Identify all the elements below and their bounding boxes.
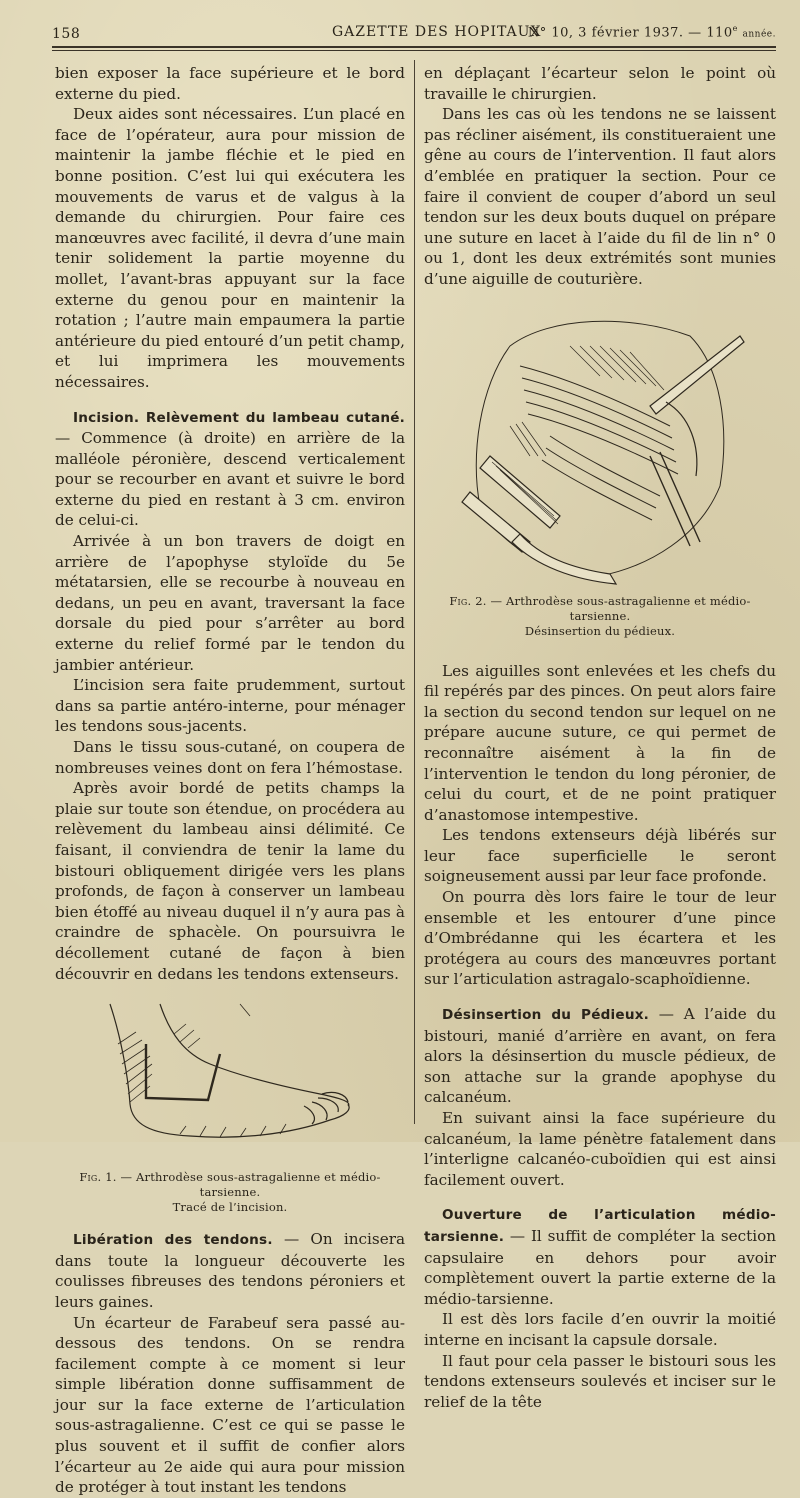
heading-dash: — [55, 429, 82, 448]
paragraph: bien exposer la face supérieure et le bord externe du pied. [55, 64, 405, 103]
foot-illustration [90, 994, 370, 1164]
section-heading: Désinsertion du Pédieux. [442, 1007, 650, 1024]
paragraph: Dans les cas où les tendons ne se laissent pas récliner aisément, ils constitueraient une gêne au cours de l’intervention. Il faut alors d’emblée en pratiquer la section. Pour ce faire il convient de couper d’abord un seul tendon sur les deux bouts duquel on prépare une suture en lacet à l’aide du fil de lin n° 0 ou 1, dont les deux extrémités sont munies d’une aiguille de couturière. [424, 105, 776, 288]
paragraph: A l’aide du bistouri, manié d’arrière en avant, on fera alors la désinsertion du muscle pédieux, de son attache sur la grande apophyse du calcanéum. [424, 1005, 777, 1107]
paragraph: Arrivée à un bon travers de doigt en arrière de l’apophyse styloïde du 5e métatarsien, elle se recourbe à nouveau en dedans, un peu en avant, traversant la face dorsale du pied pour s’arrêter au bord externe du relief formé par le tendon du jambier antérieur. [55, 532, 405, 674]
column-divider [414, 60, 415, 1124]
surgical-illustration [450, 306, 750, 588]
figure-caption-text: — Arthrodèse sous-astragalienne et médio-tarsienne. [490, 593, 751, 623]
paragraph: Il suffit de compléter la section capsulaire en dehors pour avoir complètement ouvert la partie externe de la médio-tarsienne. [424, 1226, 777, 1308]
paragraph: L’incision sera faite prudemment, surtout dans sa partie antéro-interne, pour ménager les tendons sous-jacents. [55, 676, 405, 736]
journal-title: GAZETTE DES HOPITAUX [332, 24, 542, 40]
paragraph: Il est dès lors facile d’en ouvrir la moitié interne en incisant la capsule dorsale. [424, 1310, 776, 1349]
heading-dash: — [272, 1230, 311, 1249]
paragraph: On pourra dès lors faire le tour de leur ensemble et les entourer d’une pince d’Ombrédanne qui les écartera et les protégera au cours des manœuvres portant sur l’articulation astragalo-scaphoïdienne. [424, 888, 776, 989]
section-liberation [55, 1229, 405, 1498]
heading-dash: — [504, 1226, 531, 1245]
figure-label: Fig. 1. [79, 1170, 117, 1185]
figure-label: Fig. 2. [449, 593, 487, 608]
figure-caption-subtitle: Désinsertion du pédieux. [524, 623, 676, 638]
figure-1 [55, 994, 405, 1215]
figure-caption [424, 594, 776, 639]
page-number: 158 [52, 26, 81, 42]
section-heading: Ouverture de l’articulation médio-tarsienne. [424, 1207, 776, 1245]
section-incision [55, 407, 405, 985]
heading-dash: — [649, 1005, 684, 1024]
issue-suffix: année. [742, 29, 776, 40]
issue-ordinal: e [732, 24, 738, 33]
section-ouverture [424, 1204, 776, 1412]
figure-caption-subtitle: Tracé de l’incision. [172, 1200, 288, 1215]
paragraph: Un écarteur de Farabeuf sera passé au-dessous des tendons. On se rendra facilement compte à ce moment si leur simple libération donne suffisamment de jour sur la face externe de l’articulation sous-astragalienne. C’est ce qui se passe le plus souvent et il suffit de confier alors l’écarteur au 2e aide qui aura pour mission de protéger à tout instant les tendons [55, 1313, 405, 1497]
paragraph: Dans le tissu sous-cutané, on coupera de nombreuses veines dont on fera l’hémostase. [55, 738, 405, 777]
figure-caption-text: — Arthrodèse sous-astragalienne et médio-tarsienne. [120, 1170, 381, 1200]
issue-text: N° 10, 3 février 1937. — 110 [527, 25, 733, 41]
paragraph: Il faut pour cela passer le bistouri sous les tendons extenseurs soulevés et inciser sur le relief de la tête [424, 1351, 776, 1411]
section-desinsertion [424, 1004, 776, 1190]
paragraph: En suivant ainsi la face supérieure du calcanéum, la lame pénètre fatalement dans l’interligne calcanéo-cuboïdien qui est ainsi facilement ouvert. [424, 1109, 776, 1189]
left-column [55, 63, 405, 1498]
section-heading: Incision. Relèvement du lambeau cutané. [73, 409, 405, 426]
figure-caption [55, 1170, 405, 1215]
header-rule [52, 46, 776, 48]
paragraph: Les tendons extenseurs déjà libérés sur leur face superficielle le seront soigneusement aussi par leur face profonde. [424, 826, 776, 886]
paragraph: On incisera dans toute la longueur découverte les coulisses fibreuses des tendons péroniers et leurs gaines. [55, 1230, 406, 1311]
paragraph: Les aiguilles sont enlevées et les chefs du fil repérés par des pinces. On peut alors faire la section du second tendon sur lequel on ne prépare aucune suture, ce qui permet de reconnaître aisément à la fin de l’intervention le tendon du long péronier, de celui du court, et de ne point pratiquer d’anastomose intempestive. [424, 661, 776, 824]
page-header [52, 22, 776, 44]
section-heading: Libération des tendons. [73, 1232, 273, 1249]
issue-info [528, 24, 776, 40]
figure-2 [424, 306, 776, 639]
paragraph: Deux aides sont nécessaires. L’un placé en face de l’opérateur, aura pour mission de maintenir la jambe fléchie et le pied en bonne position. C’est lui qui exécutera les mouvements de varus et de valgus à la demande du chirurgien. Pour faire ces manœuvres avec facilité, il devra d’une main tenir solidement la partie moyenne du mollet, l’avant-bras appuyant sur la face externe du genou pour en maintenir la rotation ; l’autre main empaumera la partie antérieure du pied entouré d’un petit champ, et lui imprimera les mouvements nécessaires. [55, 105, 405, 391]
right-column [424, 63, 776, 1412]
header-rule-thin [52, 50, 776, 51]
paragraph: Commence (à droite) en arrière de la malléole péronière, descend verticalement pour se recourber en avant et suivre le bord externe du pied en restant à 3 cm. environ de celui-ci. [55, 429, 405, 530]
paragraph: en déplaçant l’écarteur selon le point où travaille le chirurgien. [424, 64, 776, 103]
paragraph: Après avoir bordé de petits champs la plaie sur toute son étendue, on procédera au relèvement du lambeau ainsi délimité. Ce faisant, il conviendra de tenir la lame du bistouri obliquement dirigée vers les plans profonds, de façon à conserver un lambeau bien étoffé au niveau duquel il n’y aura pas à craindre de sphacèle. On poursuivra le décollement cutané de façon à bien découvrir en dedans les tendons extenseurs. [55, 779, 405, 983]
